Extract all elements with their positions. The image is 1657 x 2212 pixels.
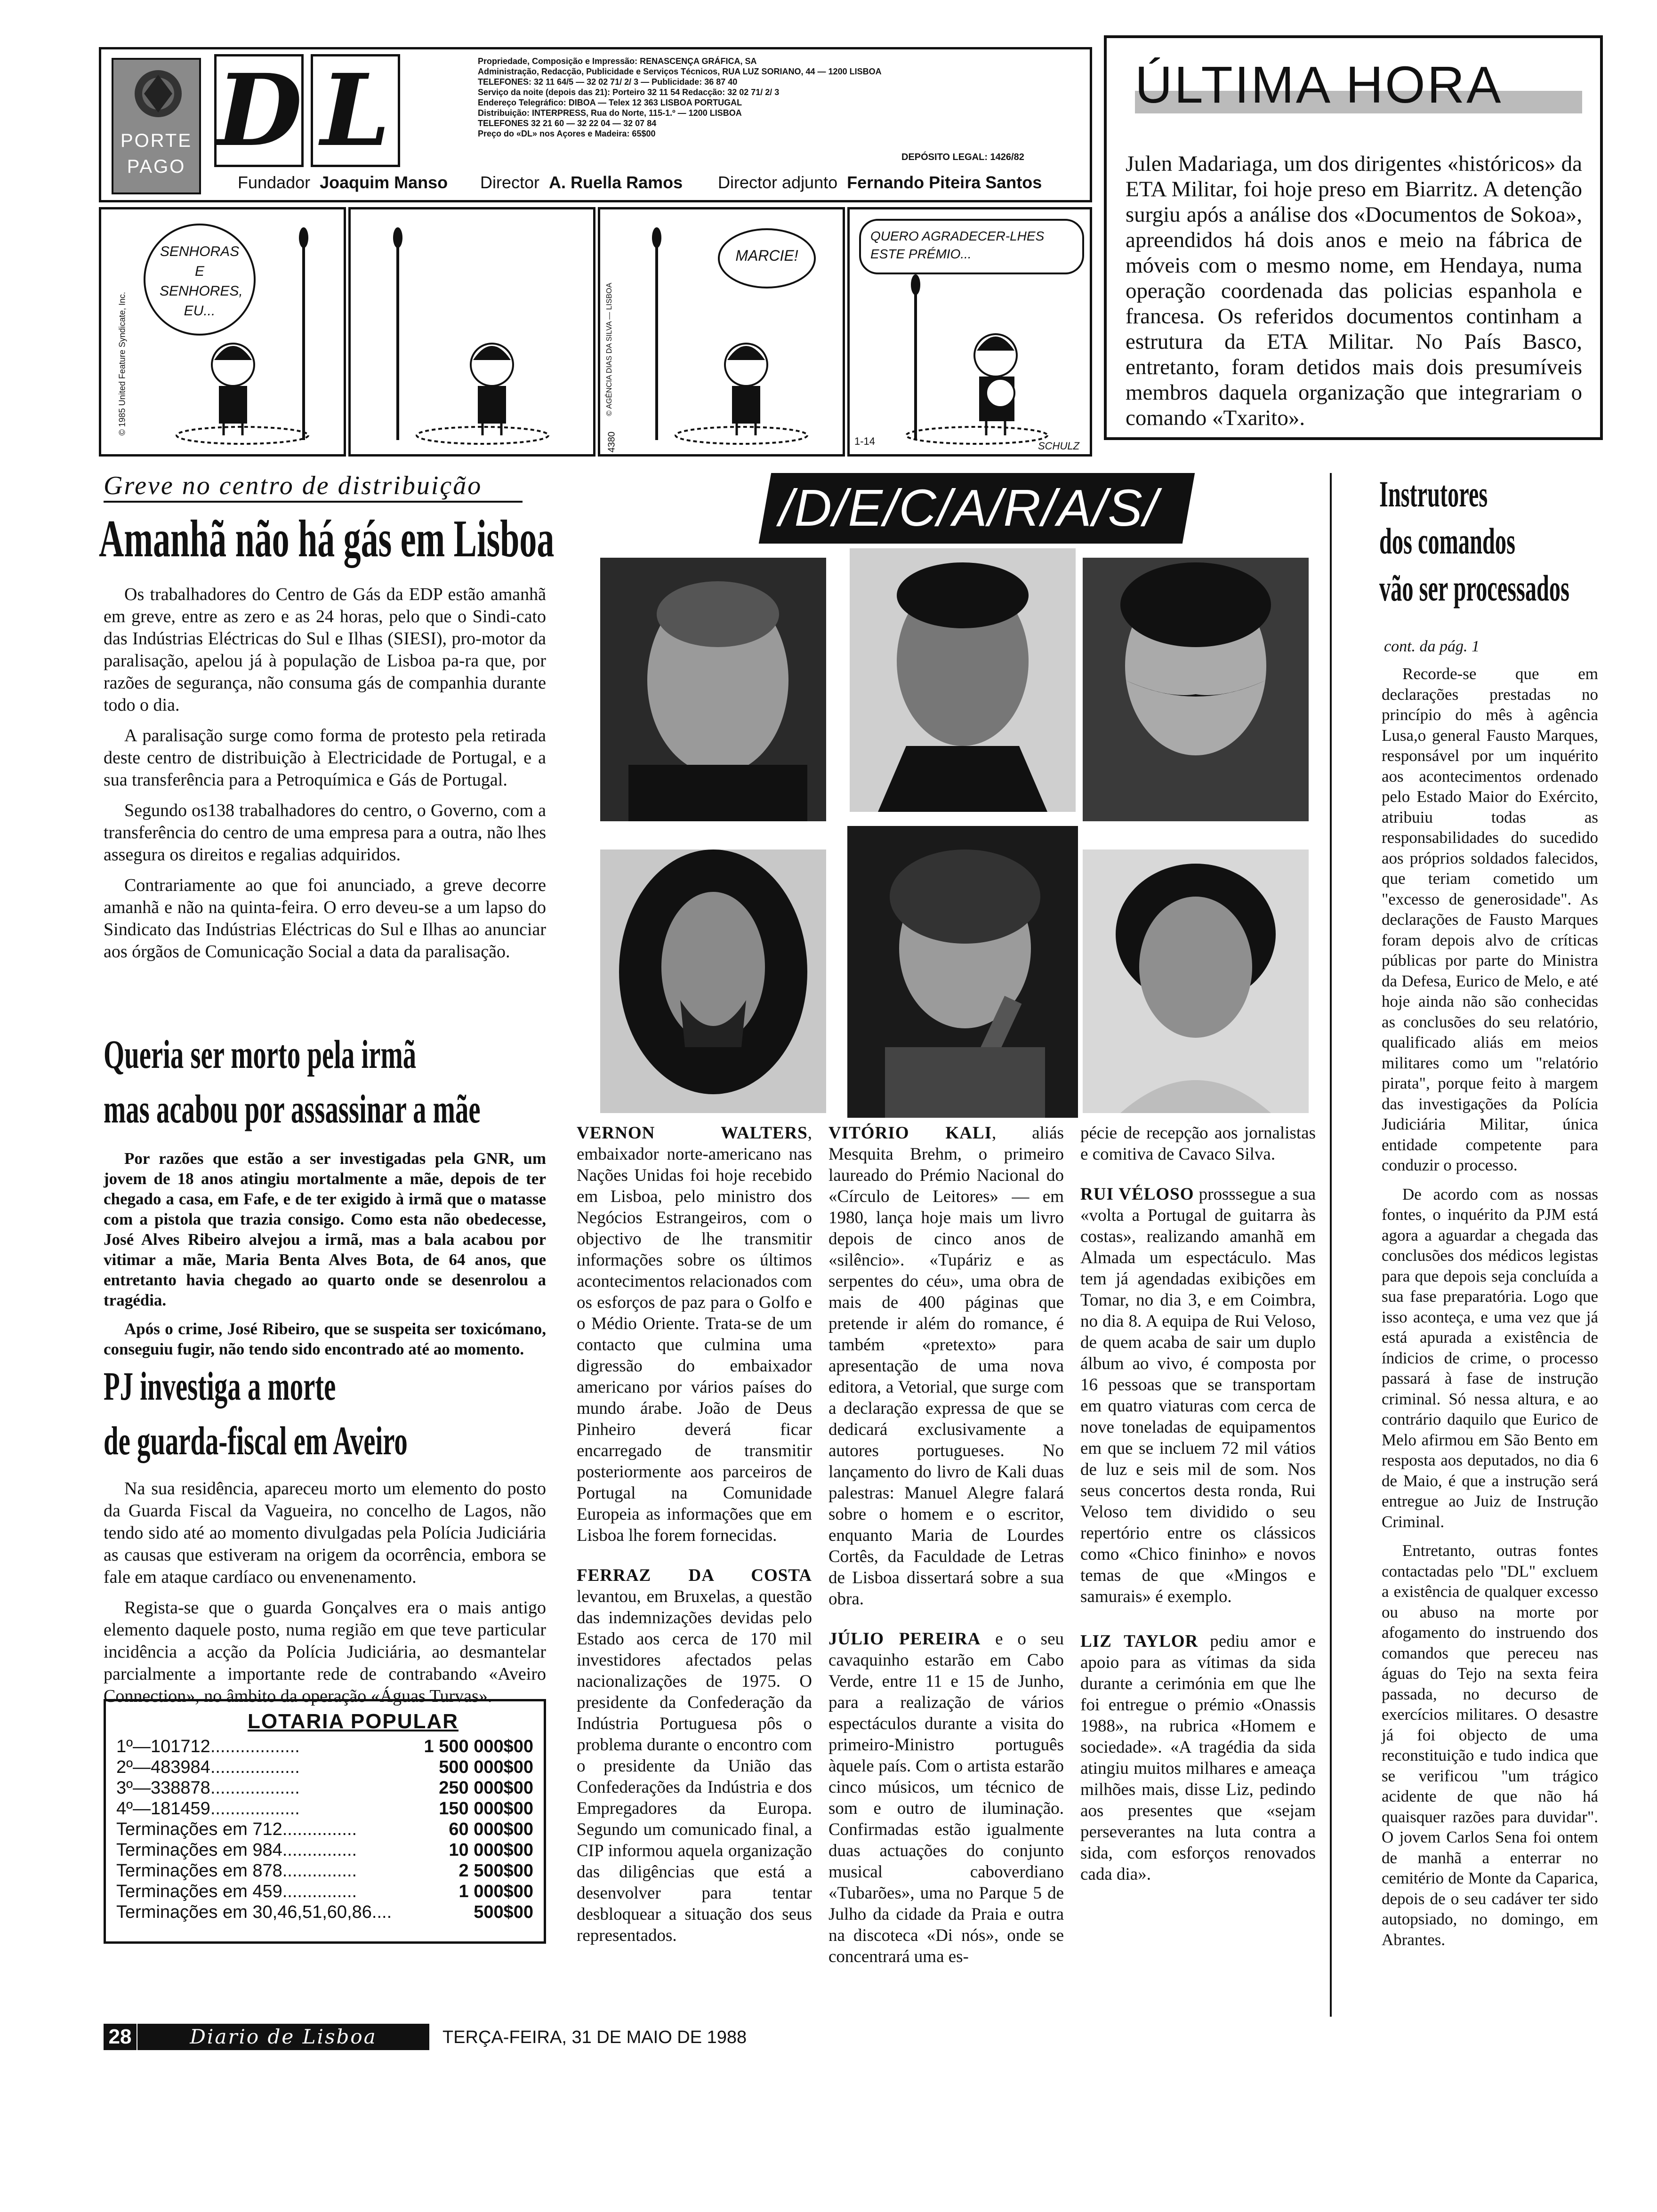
comic-copyright: © 1985 United Feature Syndicate, Inc. (117, 292, 127, 436)
lotaria-label: 1º—101712.................. (116, 1737, 300, 1756)
caption-text: e o seu cavaquinho estarão em Cabo Verde, entre 11 e 15 de Junho, para a realização de vários espectáculos durante a visita do primeiro-Ministro português àquele país. Com o artista estarão cinco músicos, um técnico de som e outro de iluminação. Confirmadas estão igualmente duas actuações do conjunto musical caboverdiano «Tubarões», uma no Parque 5 de Julho da cidade da Praia e outra na discoteca «Di nós», onde se concentrará uma es- (828, 1629, 1064, 1966)
speech-text: SENHORAS E SENHORES, EU... (160, 244, 243, 319)
portrait-icon (1083, 850, 1309, 1113)
ultima-hora-box (1104, 35, 1603, 440)
lotaria-row (116, 1798, 533, 1819)
lotaria-label: Terminações em 459............... (116, 1882, 357, 1901)
fundador-label: Fundador (238, 173, 311, 192)
masthead (99, 47, 1092, 202)
caption-ferraz-da-costa (577, 1565, 812, 1946)
ultima-hora-text: Julen Madariaga, um dos dirigentes «históricos» da ETA Militar, foi hoje preso em Biarritz. A detenção surgiu após a análise dos «Documentos de Sokoa», apreendidos há dois anos e meio na fábrica de móveis com o mesmo nome, em Hendaya, numa operação coordenada das policias espanhola e francesa. Os referidos documentos continham a estrutura da ETA Militar. No País Basco, entretanto, foram detidos mais dois presumíveis membros daquela organização que integrariam o comando «Txarito». (1126, 152, 1582, 430)
lotaria-row (116, 1840, 533, 1860)
logo-d-letter: D (217, 52, 303, 168)
instrutores-headline-line: Instrutores (1379, 473, 1488, 514)
lotaria-row (116, 1778, 533, 1798)
lotaria-row (116, 1860, 533, 1881)
de-caras-section (577, 473, 1332, 2017)
lotaria-row (116, 1757, 533, 1778)
publisher-line: Distribuição: INTERPRESS, Rua do Norte, 115-1.º — 1200 LISBOA (478, 108, 742, 118)
gas-headline-text: Amanhã não há gás em Lisboa (99, 511, 555, 568)
speech-bubble (144, 224, 256, 336)
instrutores-paragraph: Recorde-se que em declarações prestadas no princípio do mês à agência Lusa,o general Fausto Marques, responsável por um inquérito aos acontecimentos ordenado pelo Estado Maior do Exército, atribuiu todas as responsabilidades do sucedido aos próprios soldados falecidos, que teriam cometido um "excesso de generosidade". As declarações de Fausto Marques foram depois alvo de críticas públicas por parte do Ministra da Defesa, Eurico de Melo, e até hoje ainda não são conhecidas as conclusões do seu relatório, qualificado aliás em meios militares como um "relatório pirata", porque feito à margem das investigações da Polícia Judiciária Militar, única entidade competente para conduzir o processo. (1382, 665, 1598, 1174)
instrutores-headline (1379, 471, 1615, 621)
instrutores-paragraph: Entretanto, outras fontes contactadas pelo "DL" excluem a existência de qualquer excesso ou abuso na morte por afogamento do instruendo dos comandos que pereceu nas águas do Tejo na sexta feira passada, no decurso de exercícios militares. O desastre já foi objecto de uma reconstituição e tudo indica que se verificou "um trágico acidente de que não há quaisquer razões para duvidar". O jovem Carlos Sena foi ontem de manhã a enterrar no cemitério de Monte da Caparica, depois de o seu cadáver ter sido autopsiado, no domingo, em Abrantes. (1382, 1541, 1598, 1949)
gas-paragraph: A paralisação surge como forma de protesto pela retirada deste centro de distribuição à Electricidade de Portugal, e a sua transferência para a Petroquímica e Gás de Portugal. (104, 726, 546, 790)
fafe-headline-line2: mas acabou por assassinar a mãe (104, 1086, 481, 1131)
caption-rui-veloso (1080, 1184, 1316, 1607)
director-adjunto (718, 173, 1042, 192)
portrait-icon (850, 548, 1076, 812)
caption-text: pediu amor e apoio para as vítimas da sida durante a cerimónia em que lhe foi entregue o prémio «Onassis 1988», na rubrica «Homem e sociedade». «A tragédia da sida atingiu muitos milhares e ameaça milhões mais, disse Liz, pedindo aos presentes que «sejam perseverantes na luta contra a sida, com esforços renovados cada dia». (1080, 1632, 1316, 1884)
comic-panel-2 (348, 207, 595, 457)
photo-rui-veloso (847, 826, 1078, 1118)
caption-text: , aliás Mesquita Brehm, o primeiro laureado do Prémio Nacional do «Círculo de Leitores» — em 1980, lança hoje mais um livro depois de cinco anos de «silêncio». «Tupáriz e as serpentes do céu», uma obra de mais de 400 páginas que pretende ir além do romance, é também «pretexto» para apresentação de uma nova editora, a Vetorial, que surge com a declaração expressa de que se dedicará exclusivamente a autores portugueses. No lançamento do livro de Kali duas palestras: Manuel Alegre falará sobre o homem e o escritor, enquanto Maria de Lourdes Cortês, da Faculdade de Letras de Lisboa dissertará sobre a sua obra. (828, 1123, 1064, 1609)
caption-text: prosssegue a sua «volta a Portugal de guitarra às costas», realizando amanhã em Almada um espectáculo. Mas tem já agendadas exibições em Tomar, no dia 3, e em Coimbra, no dia 8. A equipa de Rui Veloso, de quem acaba de sair um duplo álbum ao vivo, é composta por 16 pessoas que se transportam em quatro viaturas com cerca de nove toneladas de equipamentos em que se incluem 72 mil vátios de luz e seis mil de som. Nos seus concertos desta ronda, Rui Veloso tem dividido o seu repertório entre os clássicos como «Chico fininho» e novos temas de que «Mingos e samurais» é exemplo. (1080, 1185, 1316, 1606)
lotaria-value: 1 500 000$00 (424, 1737, 533, 1756)
portrait-icon (1083, 558, 1309, 821)
publisher-line: TELEFONES 32 21 60 — 32 22 04 — 32 07 84 (478, 119, 657, 128)
de-caras-title-text: /D/E/C/A/R/A/S/ (779, 479, 1159, 537)
lotaria-box (104, 1699, 546, 1944)
aveiro-headline-line2: de guarda-fiscal em Aveiro (104, 1418, 408, 1463)
gas-paragraph: Segundo os138 trabalhadores do centro, o Governo, com a transferência do centro de uma empresa para a outra, não lhes assegura os direitos e regalias adquiridos. (104, 801, 546, 865)
photo-vitorio-kali (1083, 558, 1309, 821)
lotaria-label: Terminações em 878............... (116, 1861, 357, 1881)
lotaria-label: 2º—483984.................. (116, 1757, 300, 1777)
lotaria-row (116, 1881, 533, 1902)
caption-vitorio-kali (828, 1122, 1064, 1610)
lotaria-value: 500 000$00 (439, 1757, 533, 1777)
footer-date: TERÇA-FEIRA, 31 DE MAIO DE 1988 (442, 2028, 747, 2047)
instrutores-headline-line: dos comandos (1379, 521, 1515, 561)
comic-strip (99, 207, 1092, 457)
publisher-line: Preço do «DL» nos Açores e Madeira: 65$00 (478, 129, 656, 138)
photo-julio-pereira (600, 850, 826, 1113)
caption-name: VITÓRIO KALI (828, 1123, 992, 1143)
aveiro-paragraph: Regista-se que o guarda Gonçalves era o mais antigo elemento daquele posto, numa região em que teve particular incidência a acção da Polícia Judiciária, ao desmantelar parcialmente a importante rede de contrabando «Aveiro Connection», no âmbito da operação «Águas Turvas». (104, 1598, 546, 1706)
aveiro-headline (104, 1360, 574, 1473)
lotaria-label: 3º—338878.................. (116, 1778, 300, 1798)
instrutores-paragraph: De acordo com as nossas fontes, o inquérito da PJM está agora a aguardar a chegada das conclusões dos médicos legistas para que depois seja concluída a sua fase preparatória. Logo que isso aconteça, e uma vez que já está apurada a existência de índicios de crime, o processo passará à fase de instrução criminal. Só nessa altura, e ao contrário daquilo que Eurico de Melo afirmou em São Bento em resposta aos deputados, no dia 6 de Maio, é que a instrução será entregue ao Juiz de Instrução Criminal. (1382, 1185, 1598, 1531)
lotaria-title: LOTARIA POPULAR (248, 1710, 458, 1733)
portrait-icon (847, 826, 1078, 1118)
gas-body (104, 584, 546, 971)
lotaria-label: Terminações em 984............... (116, 1840, 357, 1860)
caption-vernon-walters (577, 1122, 812, 1546)
director-adjunto-label: Director adjunto (718, 173, 838, 192)
logo-d (214, 54, 304, 167)
lotaria-value: 150 000$00 (439, 1799, 533, 1819)
lotaria-row (116, 1819, 533, 1840)
lotaria-label: Terminações em 712............... (116, 1819, 357, 1839)
lotaria-row (116, 1736, 533, 1757)
publisher-line: Propriedade, Composição e Impressão: RENASCENÇA GRÁFICA, SA (478, 56, 757, 66)
comic-agency: © AGÊNCIA DIAS DA SILVA — LISBOA (605, 282, 613, 416)
photo-liz-taylor (1083, 850, 1309, 1113)
speech-text: QUERO AGRADECER-LHES ESTE PRÉMIO... (870, 229, 1045, 261)
lotaria-label: Terminações em 30,46,51,60,86.... (116, 1902, 392, 1922)
instrutores-headline-line: vão ser processados (1379, 568, 1569, 609)
comic-panel-4 (847, 207, 1092, 457)
lotaria-value: 10 000$00 (449, 1840, 533, 1860)
de-caras-title (759, 473, 1195, 544)
director-name: A. Ruella Ramos (549, 173, 683, 192)
paper-name-box (137, 2024, 429, 2050)
aveiro-headline-line1: PJ investiga a morte (104, 1363, 336, 1409)
director-label: Director (480, 173, 540, 192)
de-caras-col1 (577, 1122, 812, 1965)
fafe-headline-line1: Queria ser morto pela irmã (104, 1032, 417, 1077)
gas-paragraph: Os trabalhadores do Centro de Gás da EDP estão amanhã em greve, entre as zero e as 24 horas, pelo que o Sindi-cato das Indústrias Eléctricas do Sul e Ilhas (SIESI), pro-motor da paralisação, apelou já à população de Lisboa pa-ra que, por razões de segurança, não consuma gás de companhia durante todo o dia. (104, 585, 546, 715)
caption-name: LIZ TAYLOR (1080, 1632, 1199, 1651)
director (480, 173, 683, 192)
fafe-headline (104, 1028, 574, 1141)
porte-pago-badge (112, 58, 201, 194)
fafe-paragraph: Por razões que estão a ser investigadas pela GNR, um jovem de 18 anos atingiu mortalmente a mãe, depois de ter chegado a casa, em Fafe, e de ter exigido à irmã que o matasse com a pistola que trazia consigo. Como esta não obedecesse, José Alves Ribeiro alvejou a irmã, mas a bala acabou por vitimar a mãe, Maria Benta Alves Bota, de 64 anos, que entretanto havia chegado ao quarto onde se desenrolou a tragédia. (104, 1149, 546, 1309)
comic-panel-3 (598, 207, 845, 457)
comic-signature: SCHULZ (1038, 440, 1080, 452)
caption-text: , embaixador norte-americano nas Nações Unidas foi hoje recebido em Lisboa, pelo ministro dos Negócios Estrangeiros, com o objectivo de lhe transmitir informações sobre os últimos acontecimentos relacionados com os esforços de paz para o Golfo e o Médio Oriente. Trata-se de um contacto que culmina uma digressão do embaixador americano por vários países do mundo árabe. João de Deus Pinheiro deverá ficar encarregado de transmitir posteriormente aos parceiros de Portugal na Comunidade Europeia as informações que em Lisboa lhe forem fornecidas. (577, 1123, 812, 1545)
lotaria-value: 250 000$00 (439, 1778, 533, 1798)
publisher-line: Serviço da noite (depois das 21): Porteiro 32 11 54 Redacção: 32 02 71/ 2/ 3 (478, 88, 780, 97)
speech-bubble (859, 219, 1084, 274)
deposito-legal: DEPÓSITO LEGAL: 1426/82 (901, 152, 1024, 162)
speech-bubble (718, 228, 816, 289)
lotaria-row (116, 1902, 533, 1923)
fafe-body (104, 1148, 546, 1368)
caption-name: RUI VÉLOSO (1080, 1185, 1194, 1204)
paper-name: Diario de Lisboa (190, 2025, 377, 2048)
lotaria-value: 500$00 (474, 1902, 533, 1922)
de-caras-col3 (1080, 1122, 1316, 1904)
crest-icon (130, 65, 186, 122)
lotaria-value: 2 500$00 (458, 1861, 533, 1881)
caption-continued (1080, 1122, 1316, 1165)
aveiro-paragraph: Na sua residência, apareceu morto um elemento do posto da Guarda Fiscal da Vagueira, no concelho de Lagos, não tendo sido até ao momento divulgadas pela Polícia Judiciária as causas que estiveram na origem da ocorrência, embora se fale em ataque cardíaco ou envenenamento. (104, 1479, 546, 1587)
gas-kicker: Greve no centro de distribuição (104, 471, 523, 503)
gas-headline (99, 511, 570, 572)
portrait-icon (600, 850, 826, 1113)
caption-text: pécie de recepção aos jornalistas e comitiva de Cavaco Silva. (1080, 1123, 1316, 1164)
fundador (238, 173, 448, 192)
gas-paragraph: Contrariamente ao que foi anunciado, a greve decorre amanhã e não na quinta-feira. O erro deveu-se a um lapso do Sindicato das Indústrias Eléctricas do Sul e Ilhas ao anunciar aos órgãos de Comunicação Social a data da paralisação. (104, 875, 546, 962)
caption-julio-pereira (828, 1628, 1064, 1967)
logo-l (311, 54, 400, 167)
instrutores-cont: cont. da pág. 1 (1384, 638, 1480, 655)
ultima-hora-title (1135, 57, 1582, 113)
director-adjunto-name: Fernando Piteira Santos (847, 173, 1042, 192)
portrait-icon (600, 558, 826, 821)
aveiro-body (104, 1478, 546, 1716)
caption-name: VERNON WALTERS (577, 1123, 808, 1143)
comic-panel-1 (99, 207, 346, 457)
caption-name: JÚLIO PEREIRA (828, 1629, 981, 1649)
lotaria-value: 60 000$00 (449, 1819, 533, 1839)
fafe-paragraph: Após o crime, José Ribeiro, que se suspeita ser toxicómano, conseguiu fugir, não tendo sido encontrado até ao momento. (104, 1320, 546, 1358)
panel-number: 4380 (606, 432, 617, 453)
caption-name: FERRAZ DA COSTA (577, 1566, 812, 1585)
caption-text: levantou, em Bruxelas, a questão das indemnizações devidas pelo Estado aos cerca de 170 mil investidores afectados pelas nacionalizações de 1975. O presidente da Confederação da Indústria Portuguesa pôs o problema durante o encontro com o presidente da União das Confederações da Indústria e dos Empregadores da Europa. Segundo um comunicado final, a CIP informou aquela organização das diligências que está a desenvolver para tentar desbloquear a situação dos seus representados. (577, 1587, 812, 1945)
fundador-name: Joaquim Manso (320, 173, 448, 192)
page-number: 28 (104, 2024, 137, 2050)
lotaria-label: 4º—181459.................. (116, 1799, 300, 1819)
de-caras-col2 (828, 1122, 1064, 1986)
instrutores-body (1382, 664, 1598, 1958)
publisher-info (478, 56, 1043, 139)
porte-pago-line1: PORTE (120, 130, 193, 151)
caption-liz-taylor (1080, 1631, 1316, 1885)
mic-stand-icon (351, 209, 595, 457)
ultima-hora-title-text: ÚLTIMA HORA (1135, 56, 1503, 114)
publisher-line: TELEFONES: 32 11 64/5 — 32 02 71/ 2/ 3 — Publicidade: 36 87 40 (478, 77, 738, 87)
lotaria-value: 1 000$00 (458, 1882, 533, 1901)
comic-date: 1-14 (854, 435, 876, 447)
speech-text: MARCIE! (735, 247, 798, 264)
photo-vernon-walters (600, 558, 826, 821)
footer (104, 2024, 810, 2052)
photo-ferraz-da-costa (850, 548, 1076, 812)
porte-pago-line2: PAGO (127, 156, 186, 177)
publisher-line: Administração, Redacção, Publicidade e Serviços Técnicos, RUA LUZ SORIANO, 44 — 1200 LISBOA (478, 67, 882, 76)
publisher-line: Endereço Telegráfico: DIBOA — Telex 12 363 LISBOA PORTUGAL (478, 98, 742, 107)
logo-l-letter: L (321, 52, 390, 168)
